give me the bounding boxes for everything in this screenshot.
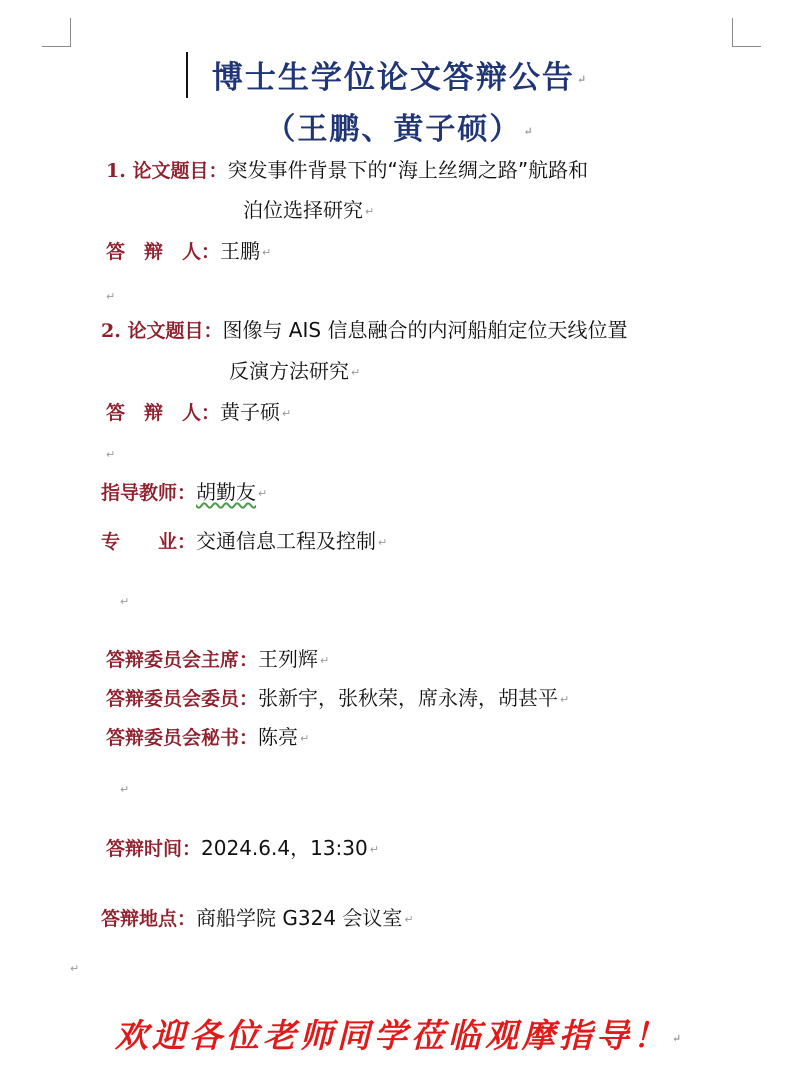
defender-2-label: 答 辩 人： xyxy=(106,402,221,424)
advisor-line[interactable]: 指导教师：胡勤友 ↵ xyxy=(101,480,268,504)
page-subtitle[interactable]: （王鹏、黄子硕） ↵ xyxy=(265,112,535,147)
location-label: 答辩地点： xyxy=(101,908,197,930)
empty-paragraph-mark: ↵ xyxy=(70,962,80,975)
empty-paragraph-mark: ↵ xyxy=(106,448,116,461)
empty-paragraph-mark: ↵ xyxy=(120,783,130,796)
thesis-1-title-line[interactable] xyxy=(106,156,588,185)
empty-paragraph-mark: ↵ xyxy=(106,290,116,303)
page-title[interactable]: 博士生学位论文答辩公告 ↵ xyxy=(211,60,589,96)
thesis-1-label: 1. 论文题目： xyxy=(106,160,228,182)
chair-label: 答辩委员会主席： xyxy=(106,649,259,671)
major-label: 专 业： xyxy=(101,531,197,553)
time-value: 2024.6.4，13:30 xyxy=(201,836,368,860)
time-label: 答辩时间： xyxy=(106,838,202,860)
page-corner-mark-top-right xyxy=(732,18,761,47)
defender-2-name: 黄子硕 xyxy=(220,400,281,424)
thesis-1-defender-line[interactable]: 答 辩 人：王鹏 ↵ xyxy=(106,239,272,263)
page-corner-mark-top-left xyxy=(42,18,71,47)
defender-1-name: 王鹏 xyxy=(220,239,261,263)
defense-time-line[interactable]: 答辩时间：2024.6.4，13:30 ↵ xyxy=(106,836,379,860)
advisor-label: 指导教师： xyxy=(101,482,197,504)
major-name: 交通信息工程及控制 xyxy=(196,529,377,553)
secretary-label: 答辩委员会秘书： xyxy=(106,727,259,749)
thesis-2-title-line[interactable] xyxy=(101,316,627,345)
thesis-1-title: 突发事件背景下的“海上丝绸之路”航路和 xyxy=(227,158,589,182)
advisor-name: 胡勤友 xyxy=(196,480,257,504)
thesis-2-title: 图像与 AIS 信息融合的内河船舶定位天线位置 xyxy=(222,318,628,342)
committee-secretary-line[interactable]: 答辩委员会秘书：陈亮 ↵ xyxy=(106,725,310,749)
defense-location-line[interactable]: 答辩地点：商船学院 G324 会议室 ↵ xyxy=(101,906,414,930)
defender-1-label: 答 辩 人： xyxy=(106,241,221,263)
thesis-2-label: 2. 论文题目： xyxy=(101,320,223,342)
committee-members-line[interactable]: 答辩委员会委员：张新宇，张秋荣，席永涛，胡甚平 ↵ xyxy=(106,686,570,710)
committee-chair-line[interactable]: 答辩委员会主席：王列辉 ↵ xyxy=(106,647,330,671)
secretary-name: 陈亮 xyxy=(258,725,299,749)
thesis-1-title-cont[interactable]: 泊位选择研究 ↵ xyxy=(243,198,375,222)
empty-paragraph-mark: ↵ xyxy=(120,595,130,608)
members-label: 答辩委员会委员： xyxy=(106,688,259,710)
thesis-2-defender-line[interactable]: 答 辩 人：黄子硕 ↵ xyxy=(106,400,292,424)
major-line[interactable]: 专 业：交通信息工程及控制 ↵ xyxy=(101,529,388,553)
thesis-2-title-cont[interactable]: 反演方法研究 ↵ xyxy=(229,359,361,383)
welcome-slogan[interactable]: 欢迎各位老师同学莅临观摩指导！ ↵ xyxy=(114,1016,686,1055)
members-names: 张新宇，张秋荣，席永涛，胡甚平 xyxy=(258,686,559,710)
chair-name: 王列辉 xyxy=(258,647,319,671)
location-value: 商船学院 G324 会议室 xyxy=(196,906,403,930)
